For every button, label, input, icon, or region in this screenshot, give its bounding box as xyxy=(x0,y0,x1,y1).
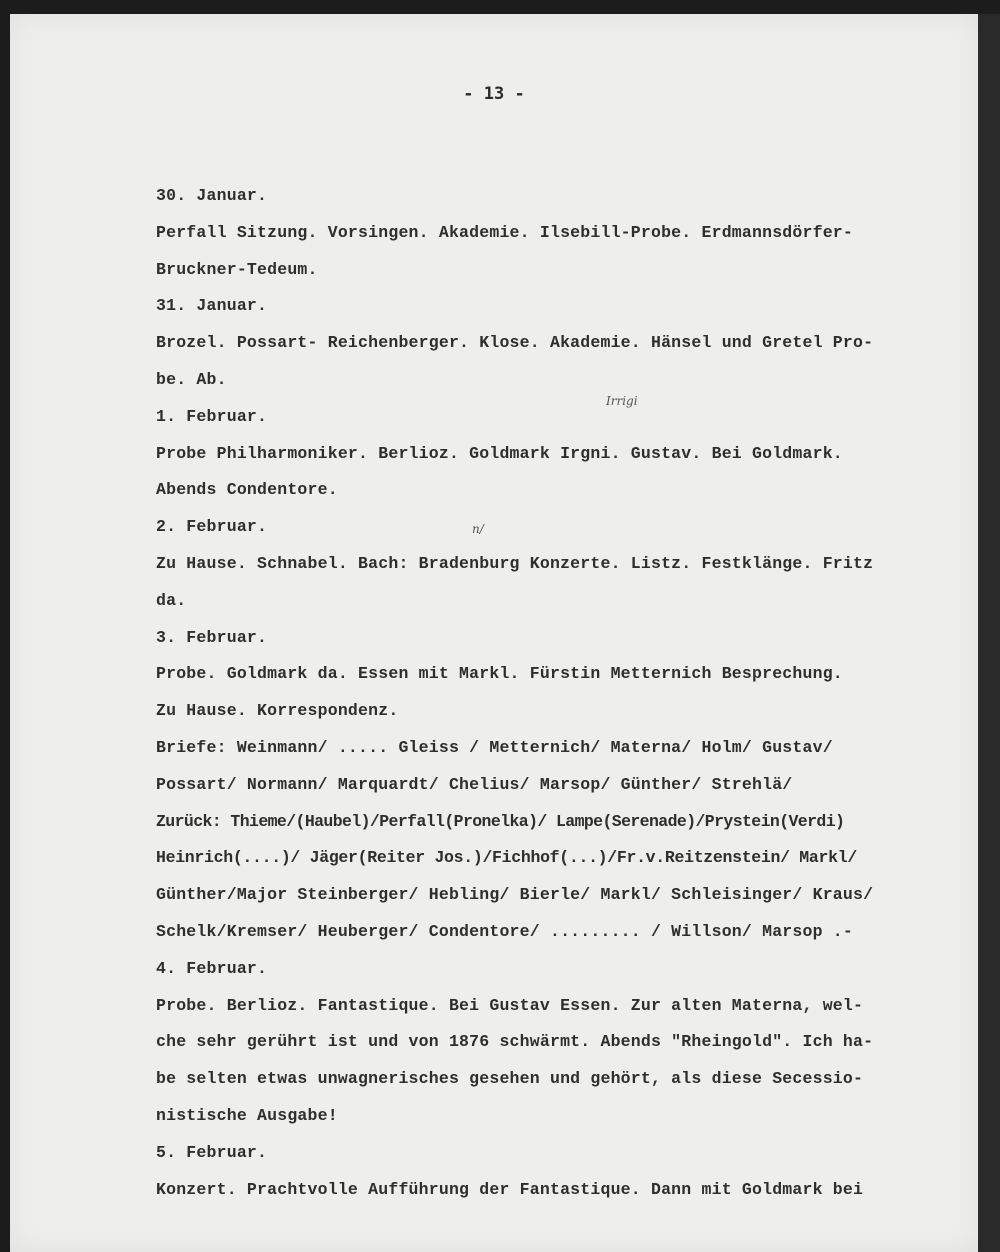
text-line: be. Ab. xyxy=(156,369,227,389)
text-line: Konzert. Prachtvolle Aufführung der Fantastique. Dann mit Goldmark bei xyxy=(156,1179,864,1199)
text-line: Probe. Berlioz. Fantastique. Bei Gustav Essen. Zur alten Materna, wel- xyxy=(156,995,864,1015)
text-line: Probe. Goldmark da. Essen mit Markl. Fürstin Metternich Besprechung. xyxy=(156,664,843,684)
text-line: Probe Philharmoniker. Berlioz. Goldmark Irgni. Gustav. Bei Goldmark. xyxy=(156,443,843,463)
text-line: Briefe: Weinmann/ ..... Gleiss / Metternich/ Materna/ Holm/ Gustav/ xyxy=(156,737,833,757)
text-line: Zu Hause. Korrespondenz. xyxy=(156,701,399,721)
text-line: 30. Januar. xyxy=(156,186,268,205)
text-line: Brozel. Possart- Reichenberger. Klose. Akademie. Hänsel und Gretel Pro- xyxy=(156,333,874,353)
text-line: 3. Februar. xyxy=(156,627,268,647)
text-line: nistische Ausgabe! xyxy=(156,1105,338,1125)
handwritten-annotation-irgni: Irrigi xyxy=(606,394,638,408)
text-line: be selten etwas unwagnerisches gesehen und gehört, als diese Secessio- xyxy=(156,1069,864,1089)
text-line: Zu Hause. Schnabel. Bach: Bradenburg Konzerte. Listz. Festklänge. Fritz xyxy=(156,553,874,573)
text-line: Perfall Sitzung. Vorsingen. Akademie. Ilsebill-Probe. Erdmannsdörfer- xyxy=(156,222,854,242)
document-page xyxy=(10,14,978,1252)
text-line: da. xyxy=(156,590,187,610)
text-line: Günther/Major Steinberger/ Hebling/ Bierle/ Markl/ Schleisinger/ Kraus/ xyxy=(156,885,874,905)
page-number: - 13 - xyxy=(463,84,525,104)
text-line: Schelk/Kremser/ Heuberger/ Condentore/ ......... / Willson/ Marsop .- xyxy=(156,921,854,941)
typed-text-body xyxy=(156,178,966,1208)
text-line: Heinrich(....)/ Jäger(Reiter Jos.)/Fichhof(...)/Fr.v.Reitzenstein/ Markl/ xyxy=(156,848,857,868)
text-line: Abends Condentore. xyxy=(156,480,338,500)
handwritten-annotation-bradenburg: n/ xyxy=(472,522,484,536)
background-edge xyxy=(978,14,1000,1252)
text-line: 31. Januar. xyxy=(156,296,268,316)
text-line: che sehr gerührt ist und von 1876 schwärmt. Abends "Rheingold". Ich ha- xyxy=(156,1032,874,1052)
text-line: 5. Februar. xyxy=(156,1142,268,1162)
text-line: Bruckner-Tedeum. xyxy=(156,259,318,279)
text-line: Zurück: Thieme/(Haubel)/Perfall(Pronelka)/ Lampe(Serenade)/Prystein(Verdi) xyxy=(156,811,845,831)
text-line: Possart/ Normann/ Marquardt/ Chelius/ Marsop/ Günther/ Strehlä/ xyxy=(156,774,793,794)
text-line: 2. Februar. xyxy=(156,517,268,537)
text-line: 1. Februar. xyxy=(156,406,268,426)
text-line: 4. Februar. xyxy=(156,958,268,978)
